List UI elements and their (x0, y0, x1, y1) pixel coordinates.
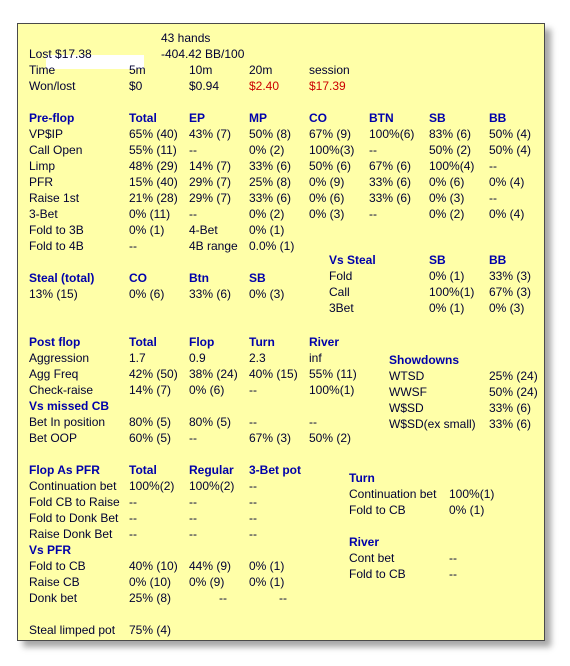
preflop-cell: 21% (28) (129, 191, 178, 205)
missed-cb-row-label: Bet In position (29, 415, 106, 429)
time-col-20m: 20m (249, 63, 273, 77)
vs-steal-cell: 33% (3) (489, 269, 532, 283)
vs-steal-cell: 0% (1) (429, 269, 465, 283)
flop-pfr-cell: -- (129, 527, 137, 541)
flop-pfr-col: Total (129, 463, 157, 477)
turn-row-label: Continuation bet (349, 487, 437, 501)
showdown-value: 50% (24) (489, 385, 538, 399)
postflop-row-label: Agg Freq (29, 367, 79, 381)
vs-pfr-cell: 0% (9) (189, 575, 225, 589)
missed-cb-cell: -- (309, 415, 317, 429)
vs-steal-cell: 0% (1) (429, 301, 465, 315)
missed-cb-cell: 80% (5) (189, 415, 232, 429)
steal-cell: 0% (6) (129, 287, 165, 301)
preflop-row-label: VP$IP (29, 127, 64, 141)
preflop-cell: 55% (11) (129, 143, 177, 157)
steal-cell: 33% (6) (189, 287, 232, 301)
vs-steal-cell: 100%(1) (429, 285, 475, 299)
preflop-row-label: Fold to 3B (29, 223, 84, 237)
preflop-cell: 0% (1) (129, 223, 165, 237)
vs-pfr-cell: 0% (1) (249, 575, 285, 589)
showdown-row-label: W$SD (389, 401, 424, 415)
missed-cb-cell: 67% (3) (249, 431, 292, 445)
postflop-cell: 2.3 (249, 351, 266, 365)
preflop-col-total: Total (129, 111, 157, 125)
preflop-cell: 100%(4) (429, 159, 475, 173)
showdown-row-label: WWSF (389, 385, 427, 399)
postflop-row-label: Aggression (29, 351, 90, 365)
postflop-col-flop: Flop (189, 335, 215, 349)
preflop-cell: -- (369, 207, 377, 221)
preflop-cell: 33% (6) (249, 191, 292, 205)
preflop-cell: 43% (7) (189, 127, 232, 141)
missed-cb-cell: -- (189, 431, 197, 445)
postflop-cell: 100%(1) (309, 383, 355, 397)
flop-pfr-col: 3-Bet pot (249, 463, 301, 477)
postflop-cell: 55% (11) (309, 367, 357, 381)
vs-steal-cell: 67% (3) (489, 285, 532, 299)
preflop-cell: 83% (6) (429, 127, 472, 141)
preflop-cell: 33% (6) (369, 175, 412, 189)
preflop-cell: -- (489, 191, 497, 205)
flop-pfr-row-label: Raise Donk Bet (29, 527, 113, 541)
preflop-cell: 29% (7) (189, 191, 232, 205)
steal-col: SB (249, 271, 266, 285)
postflop-col-total: Total (129, 335, 157, 349)
river-value: -- (449, 567, 457, 581)
postflop-cell: 0% (6) (189, 383, 225, 397)
preflop-row-label: Limp (29, 159, 56, 173)
preflop-cell: 0% (4) (489, 207, 525, 221)
vs-steal-row-label: 3Bet (329, 301, 354, 315)
missed-cb-cell: 50% (2) (309, 431, 352, 445)
vs-steal-title: Vs Steal (329, 253, 376, 267)
lost-amount: Lost $17.38 (29, 47, 92, 61)
preflop-cell: 65% (40) (129, 127, 178, 141)
preflop-cell: 33% (6) (369, 191, 412, 205)
preflop-cell: 0% (3) (429, 191, 465, 205)
postflop-cell: 38% (24) (189, 367, 238, 381)
preflop-cell: 0% (11) (129, 207, 171, 221)
preflop-col-ep: EP (189, 111, 206, 125)
missed-cb-cell: -- (249, 415, 257, 429)
preflop-title: Pre-flop (29, 111, 75, 125)
postflop-cell: -- (249, 383, 257, 397)
preflop-col-sb: SB (429, 111, 446, 125)
vs-pfr-row-label: Donk bet (29, 591, 78, 605)
preflop-cell: 67% (6) (369, 159, 412, 173)
wonlost-20m: $2.40 (249, 79, 280, 93)
turn-value: 100%(1) (449, 487, 495, 501)
vs-pfr-row-label: Fold to CB (29, 559, 86, 573)
preflop-cell: -- (489, 159, 497, 173)
postflop-title: Post flop (29, 335, 81, 349)
postflop-cell: 1.7 (129, 351, 146, 365)
preflop-cell: 50% (6) (309, 159, 352, 173)
preflop-cell: 100%(3) (309, 143, 355, 157)
vs-steal-row-label: Fold (329, 269, 353, 283)
time-col-session: session (309, 63, 350, 77)
postflop-cell: 42% (50) (129, 367, 178, 381)
preflop-cell: 29% (7) (189, 175, 232, 189)
preflop-cell: 0% (2) (249, 207, 285, 221)
missed-cb-row-label: Bet OOP (29, 431, 78, 445)
turn-value: 0% (1) (449, 503, 485, 517)
vs-steal-col-bb: BB (489, 253, 507, 267)
wonlost-label: Won/lost (29, 79, 76, 93)
missed-cb-cell: 60% (5) (129, 431, 172, 445)
preflop-cell: 50% (4) (489, 143, 532, 157)
preflop-cell: 0% (1) (249, 223, 285, 237)
vs-steal-col-sb: SB (429, 253, 446, 267)
flop-as-pfr-title: Flop As PFR (29, 463, 100, 477)
steal-col: Btn (189, 271, 209, 285)
vs-pfr-cell: 25% (8) (129, 591, 172, 605)
flop-pfr-cell: -- (249, 495, 257, 509)
showdown-row-label: W$SD(ex small) (389, 417, 476, 431)
preflop-col-btn: BTN (369, 111, 394, 125)
wonlost-session: $17.39 (309, 79, 346, 93)
river-row-label: Cont bet (349, 551, 395, 565)
vs-pfr-cell: 0% (10) (129, 575, 172, 589)
preflop-cell: 25% (8) (249, 175, 292, 189)
preflop-cell: 4B range (189, 239, 238, 253)
preflop-cell: 33% (6) (249, 159, 292, 173)
preflop-cell: 50% (8) (249, 127, 292, 141)
flop-pfr-cell: -- (189, 527, 197, 541)
steal-col: CO (129, 271, 147, 285)
showdown-value: 33% (6) (489, 401, 532, 415)
steal-total-value: 13% (15) (29, 287, 78, 301)
preflop-cell: 4-Bet (189, 223, 218, 237)
flop-pfr-row-label: Fold CB to Raise (29, 495, 120, 509)
time-col-10m: 10m (189, 63, 213, 77)
flop-pfr-cell: 100%(2) (189, 479, 235, 493)
river-value: -- (449, 551, 457, 565)
river-row-label: Fold to CB (349, 567, 406, 581)
preflop-cell: 0% (2) (429, 207, 465, 221)
flop-pfr-cell: -- (189, 495, 197, 509)
preflop-col-co: CO (309, 111, 327, 125)
preflop-cell: 48% (29) (129, 159, 178, 173)
preflop-cell: 50% (2) (429, 143, 472, 157)
vs-pfr-cell: 44% (9) (189, 559, 232, 573)
hud-stats-panel (17, 23, 545, 641)
showdowns-title: Showdowns (389, 353, 459, 367)
steal-limped-value: 75% (4) (129, 623, 172, 637)
turn-title: Turn (349, 471, 375, 485)
steal-cell: 0% (3) (249, 287, 285, 301)
turn-row-label: Fold to CB (349, 503, 406, 517)
hands-count: 43 hands (161, 31, 211, 45)
flop-pfr-cell: -- (129, 495, 137, 509)
preflop-row-label: Raise 1st (29, 191, 80, 205)
vs-pfr-cell: 0% (1) (249, 559, 285, 573)
showdown-value: 25% (24) (489, 369, 538, 383)
postflop-col-river: River (309, 335, 340, 349)
preflop-cell: -- (189, 143, 197, 157)
preflop-cell: 0% (2) (249, 143, 285, 157)
time-label: Time (29, 63, 56, 77)
flop-pfr-cell: -- (249, 511, 257, 525)
preflop-cell: -- (369, 143, 377, 157)
wonlost-5m: $0 (129, 79, 143, 93)
preflop-cell: 100%(6) (369, 127, 415, 141)
showdown-row-label: WTSD (389, 369, 425, 383)
vs-steal-row-label: Call (329, 285, 350, 299)
river-title: River (349, 535, 380, 549)
preflop-row-label: Call Open (29, 143, 83, 157)
flop-pfr-cell: -- (249, 479, 257, 493)
bb-per-100: -404.42 BB/100 (161, 47, 245, 61)
flop-pfr-row-label: Fold to Donk Bet (29, 511, 119, 525)
postflop-cell: 0.9 (189, 351, 206, 365)
steal-limped-label: Steal limped pot (29, 623, 116, 637)
preflop-cell: -- (129, 239, 137, 253)
postflop-col-turn: Turn (249, 335, 275, 349)
preflop-cell: 0% (3) (309, 207, 345, 221)
preflop-cell: 67% (9) (309, 127, 352, 141)
showdown-value: 33% (6) (489, 417, 532, 431)
preflop-row-label: Fold to 4B (29, 239, 84, 253)
postflop-cell: 14% (7) (129, 383, 172, 397)
postflop-row-label: Check-raise (29, 383, 94, 397)
steal-title: Steal (total) (29, 271, 95, 285)
vs-pfr-title: Vs PFR (29, 543, 72, 557)
vs-pfr-cell: -- (219, 591, 227, 605)
preflop-cell: 0% (6) (309, 191, 345, 205)
flop-pfr-cell: -- (249, 527, 257, 541)
vs-pfr-row-label: Raise CB (29, 575, 80, 589)
vs-pfr-cell: 40% (10) (129, 559, 178, 573)
preflop-cell: 15% (40) (129, 175, 178, 189)
preflop-cell: 14% (7) (189, 159, 232, 173)
time-col-5m: 5m (129, 63, 146, 77)
preflop-cell: 0% (6) (429, 175, 465, 189)
preflop-col-mp: MP (249, 111, 267, 125)
wonlost-10m: $0.94 (189, 79, 220, 93)
preflop-cell: 0% (9) (309, 175, 345, 189)
preflop-cell: 0.0% (1) (249, 239, 295, 253)
flop-pfr-col: Regular (189, 463, 234, 477)
missed-cb-cell: 80% (5) (129, 415, 172, 429)
preflop-col-bb: BB (489, 111, 507, 125)
flop-pfr-cell: -- (129, 511, 137, 525)
preflop-row-label: PFR (29, 175, 53, 189)
preflop-cell: -- (189, 207, 197, 221)
flop-pfr-cell: -- (189, 511, 197, 525)
vs-steal-cell: 0% (3) (489, 301, 525, 315)
preflop-row-label: 3-Bet (29, 207, 58, 221)
preflop-cell: 0% (4) (489, 175, 525, 189)
postflop-cell: inf (309, 351, 322, 365)
vs-missed-cb-title: Vs missed CB (29, 399, 110, 413)
postflop-cell: 40% (15) (249, 367, 298, 381)
preflop-cell: 50% (4) (489, 127, 532, 141)
flop-pfr-row-label: Continuation bet (29, 479, 117, 493)
vs-pfr-cell: -- (279, 591, 287, 605)
flop-pfr-cell: 100%(2) (129, 479, 175, 493)
